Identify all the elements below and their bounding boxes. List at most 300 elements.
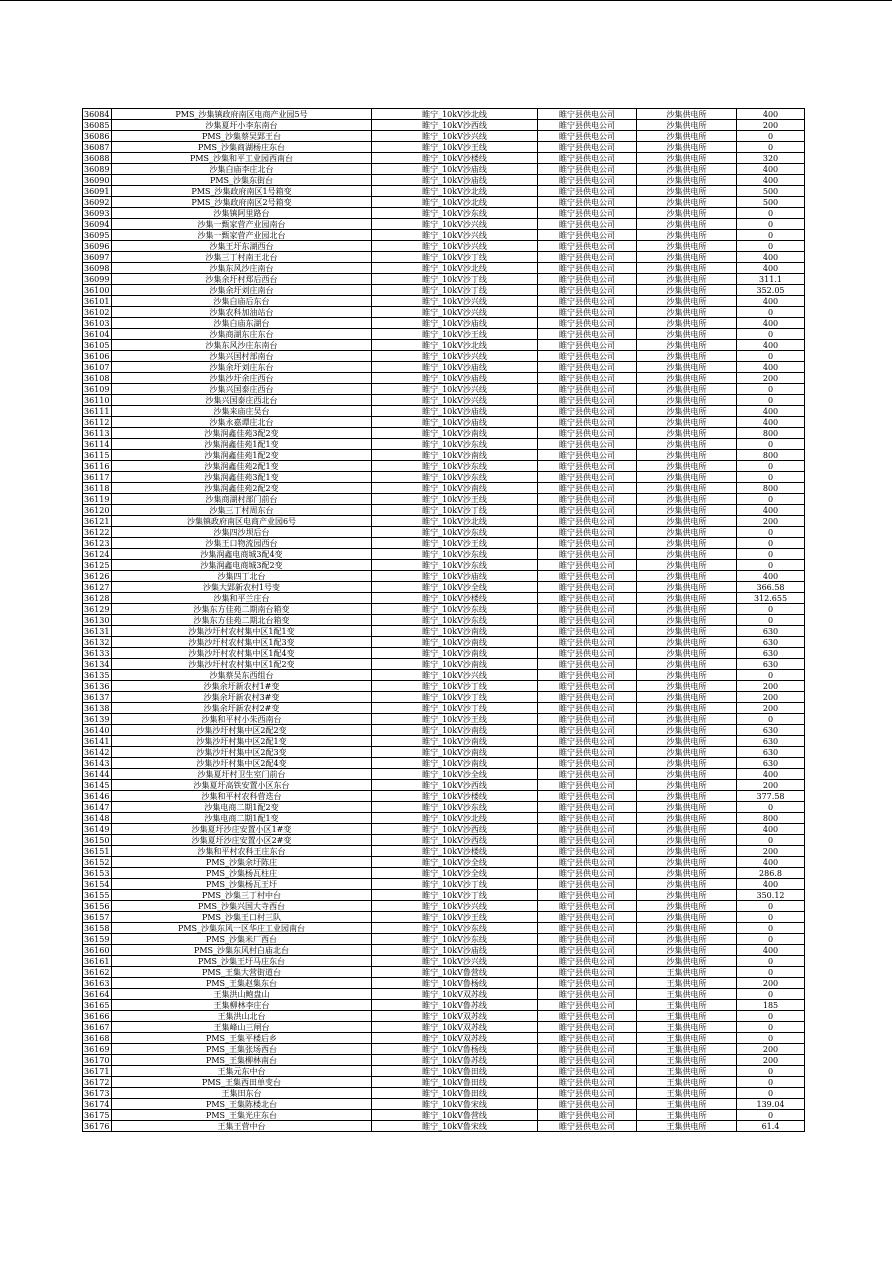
- capacity-cell: 400: [737, 252, 805, 263]
- station-name-cell: 沙集东风沙庄南台: [112, 263, 372, 274]
- station-office-cell: 沙集供电所: [637, 703, 737, 714]
- table-row: [83, 186, 805, 197]
- station-name-cell: PMS_王集张场西台: [112, 1044, 372, 1055]
- capacity-cell: 630: [737, 648, 805, 659]
- station-office-cell: 沙集供电所: [637, 538, 737, 549]
- station-name-cell: 沙集电商二期1配2变: [112, 802, 372, 813]
- station-office-cell: 王集供电所: [637, 1110, 737, 1121]
- station-name-cell: 沙集四沙坝后台: [112, 527, 372, 538]
- table-row: [83, 560, 805, 571]
- station-office-cell: 王集供电所: [637, 1088, 737, 1099]
- company-cell: 睢宁县供电公司: [538, 648, 637, 659]
- line-name-cell: 睢宁_10kV沙兴线: [372, 219, 538, 230]
- line-name-cell: 睢宁_10kV沙东线: [372, 208, 538, 219]
- capacity-cell: 0: [737, 1022, 805, 1033]
- table-row: [83, 703, 805, 714]
- station-office-cell: 沙集供电所: [637, 164, 737, 175]
- row-id-cell: 36162: [83, 967, 112, 978]
- capacity-cell: 500: [737, 197, 805, 208]
- row-id-cell: 36091: [83, 186, 112, 197]
- capacity-cell: 0: [737, 615, 805, 626]
- station-office-cell: 沙集供电所: [637, 593, 737, 604]
- line-name-cell: 睢宁_10kV沙东线: [372, 439, 538, 450]
- company-cell: 睢宁县供电公司: [538, 758, 637, 769]
- company-cell: 睢宁县供电公司: [538, 780, 637, 791]
- line-name-cell: 睢宁_10kV沙兴线: [372, 901, 538, 912]
- line-name-cell: 睢宁_10kV沙兴线: [372, 296, 538, 307]
- row-id-cell: 36095: [83, 230, 112, 241]
- company-cell: 睢宁县供电公司: [538, 857, 637, 868]
- station-office-cell: 沙集供电所: [637, 626, 737, 637]
- capacity-cell: 0: [737, 527, 805, 538]
- station-name-cell: PMS_沙集杨瓦王圩: [112, 879, 372, 890]
- station-office-cell: 沙集供电所: [637, 747, 737, 758]
- station-name-cell: 沙集润鑫电商城3配4变: [112, 549, 372, 560]
- row-id-cell: 36167: [83, 1022, 112, 1033]
- capacity-cell: 0: [737, 549, 805, 560]
- row-id-cell: 36176: [83, 1121, 112, 1132]
- line-name-cell: 睢宁_10kV沙王线: [372, 714, 538, 725]
- capacity-cell: 0: [737, 329, 805, 340]
- line-name-cell: 睢宁_10kV沙南线: [372, 736, 538, 747]
- capacity-cell: 630: [737, 758, 805, 769]
- line-name-cell: 睢宁_10kV沙丁线: [372, 274, 538, 285]
- station-name-cell: 沙集东方佳苑二期北台箱变: [112, 615, 372, 626]
- capacity-cell: 0: [737, 989, 805, 1000]
- table-row: [83, 923, 805, 934]
- station-name-cell: 王集柳林李庄台: [112, 1000, 372, 1011]
- station-office-cell: 沙集供电所: [637, 252, 737, 263]
- line-name-cell: 睢宁_10kV沙南线: [372, 725, 538, 736]
- capacity-cell: 400: [737, 505, 805, 516]
- company-cell: 睢宁县供电公司: [538, 978, 637, 989]
- capacity-cell: 800: [737, 483, 805, 494]
- station-name-cell: 沙集兴国泰庄西台: [112, 384, 372, 395]
- line-name-cell: 睢宁_10kV沙庙线: [372, 362, 538, 373]
- station-name-cell: 沙集夏圩沙庄安置小区1#变: [112, 824, 372, 835]
- station-office-cell: 沙集供电所: [637, 934, 737, 945]
- station-name-cell: 沙集兴国泰庄西北台: [112, 395, 372, 406]
- line-name-cell: 睢宁_10kV鲁杨线: [372, 978, 538, 989]
- line-name-cell: 睢宁_10kV沙西线: [372, 780, 538, 791]
- capacity-cell: 800: [737, 428, 805, 439]
- row-id-cell: 36158: [83, 923, 112, 934]
- table-row: [83, 120, 805, 131]
- line-name-cell: 睢宁_10kV沙北线: [372, 109, 538, 120]
- capacity-cell: 0: [737, 956, 805, 967]
- company-cell: 睢宁县供电公司: [538, 538, 637, 549]
- station-name-cell: 沙集沙圩村集中区2配4变: [112, 758, 372, 769]
- table-row: [83, 219, 805, 230]
- row-id-cell: 36148: [83, 813, 112, 824]
- capacity-cell: 200: [737, 703, 805, 714]
- capacity-cell: 800: [737, 450, 805, 461]
- station-office-cell: 沙集供电所: [637, 736, 737, 747]
- table-row: [83, 593, 805, 604]
- capacity-cell: 61.4: [737, 1121, 805, 1132]
- line-name-cell: 睢宁_10kV沙丁线: [372, 252, 538, 263]
- capacity-cell: 200: [737, 978, 805, 989]
- line-name-cell: 睢宁_10kV沙东线: [372, 549, 538, 560]
- table-row: [83, 615, 805, 626]
- station-name-cell: 沙集夏圩高铁安置小区东台: [112, 780, 372, 791]
- station-office-cell: 沙集供电所: [637, 373, 737, 384]
- station-name-cell: 王集峰山三闸台: [112, 1022, 372, 1033]
- station-name-cell: 沙集东方佳苑二期南台箱变: [112, 604, 372, 615]
- company-cell: 睢宁县供电公司: [538, 1121, 637, 1132]
- company-cell: 睢宁县供电公司: [538, 516, 637, 527]
- row-id-cell: 36144: [83, 769, 112, 780]
- row-id-cell: 36168: [83, 1033, 112, 1044]
- station-name-cell: 王集洪山鲍盘山: [112, 989, 372, 1000]
- station-name-cell: 沙集一甄家营产业园南台: [112, 219, 372, 230]
- company-cell: 睢宁县供电公司: [538, 956, 637, 967]
- station-name-cell: 沙集沙圩村集中区2配3变: [112, 747, 372, 758]
- table-row: [83, 274, 805, 285]
- company-cell: 睢宁县供电公司: [538, 230, 637, 241]
- company-cell: 睢宁县供电公司: [538, 164, 637, 175]
- row-id-cell: 36088: [83, 153, 112, 164]
- station-name-cell: 沙集余圩村郑后西台: [112, 274, 372, 285]
- table-row: [83, 813, 805, 824]
- station-office-cell: 沙集供电所: [637, 890, 737, 901]
- table-row: [83, 208, 805, 219]
- station-office-cell: 沙集供电所: [637, 307, 737, 318]
- station-office-cell: 沙集供电所: [637, 824, 737, 835]
- station-office-cell: 沙集供电所: [637, 945, 737, 956]
- capacity-cell: 0: [737, 560, 805, 571]
- row-id-cell: 36094: [83, 219, 112, 230]
- capacity-cell: 0: [737, 142, 805, 153]
- row-id-cell: 36174: [83, 1099, 112, 1110]
- line-name-cell: 睢宁_10kV鲁田线: [372, 1066, 538, 1077]
- station-office-cell: 沙集供电所: [637, 296, 737, 307]
- station-name-cell: PMS_沙集兴国大寺西台: [112, 901, 372, 912]
- company-cell: 睢宁县供电公司: [538, 967, 637, 978]
- line-name-cell: 睢宁_10kV沙东线: [372, 604, 538, 615]
- table-row: [83, 659, 805, 670]
- capacity-cell: 377.58: [737, 791, 805, 802]
- company-cell: 睢宁县供电公司: [538, 813, 637, 824]
- station-name-cell: PMS_沙集三丁村中台: [112, 890, 372, 901]
- station-office-cell: 沙集供电所: [637, 659, 737, 670]
- table-row: [83, 714, 805, 725]
- line-name-cell: 睢宁_10kV沙王线: [372, 912, 538, 923]
- row-id-cell: 36115: [83, 450, 112, 461]
- capacity-cell: 200: [737, 373, 805, 384]
- company-cell: 睢宁县供电公司: [538, 483, 637, 494]
- company-cell: 睢宁县供电公司: [538, 615, 637, 626]
- table-row: [83, 747, 805, 758]
- station-office-cell: 王集供电所: [637, 978, 737, 989]
- company-cell: 睢宁县供电公司: [538, 549, 637, 560]
- capacity-cell: 0: [737, 395, 805, 406]
- table-row: [83, 362, 805, 373]
- station-office-cell: 沙集供电所: [637, 428, 737, 439]
- table-row: [83, 505, 805, 516]
- capacity-cell: 0: [737, 714, 805, 725]
- row-id-cell: 36156: [83, 901, 112, 912]
- station-office-cell: 王集供电所: [637, 1000, 737, 1011]
- row-id-cell: 36107: [83, 362, 112, 373]
- station-name-cell: PMS_沙集镇政府南区电商产业园5号: [112, 109, 372, 120]
- capacity-cell: 400: [737, 318, 805, 329]
- line-name-cell: 睢宁_10kV沙庙线: [372, 945, 538, 956]
- capacity-cell: 311.1: [737, 274, 805, 285]
- capacity-cell: 0: [737, 835, 805, 846]
- company-cell: 睢宁县供电公司: [538, 527, 637, 538]
- table-row: [83, 175, 805, 186]
- table-row: [83, 329, 805, 340]
- row-id-cell: 36112: [83, 417, 112, 428]
- line-name-cell: 睢宁_10kV双苏线: [372, 1011, 538, 1022]
- capacity-cell: 200: [737, 1044, 805, 1055]
- company-cell: 睢宁县供电公司: [538, 1000, 637, 1011]
- capacity-cell: 0: [737, 131, 805, 142]
- station-name-cell: 王集田东台: [112, 1088, 372, 1099]
- row-id-cell: 36098: [83, 263, 112, 274]
- table-row: [83, 439, 805, 450]
- row-id-cell: 36129: [83, 604, 112, 615]
- table-body: [83, 109, 805, 1132]
- row-id-cell: 36163: [83, 978, 112, 989]
- station-name-cell: 沙集沙圩村农村集中区1配4变: [112, 648, 372, 659]
- company-cell: 睢宁县供电公司: [538, 362, 637, 373]
- line-name-cell: 睢宁_10kV沙东线: [372, 923, 538, 934]
- table-row: [83, 384, 805, 395]
- station-name-cell: PMS_沙集蔡吴郢王台: [112, 131, 372, 142]
- table-row: [83, 538, 805, 549]
- row-id-cell: 36140: [83, 725, 112, 736]
- company-cell: 睢宁县供电公司: [538, 846, 637, 857]
- row-id-cell: 36125: [83, 560, 112, 571]
- row-id-cell: 36126: [83, 571, 112, 582]
- line-name-cell: 睢宁_10kV沙东线: [372, 461, 538, 472]
- company-cell: 睢宁县供电公司: [538, 175, 637, 186]
- station-name-cell: 沙集沙圩村集中区2配1变: [112, 736, 372, 747]
- station-name-cell: 沙集商湖东庄东台: [112, 329, 372, 340]
- station-office-cell: 沙集供电所: [637, 835, 737, 846]
- capacity-cell: 400: [737, 263, 805, 274]
- line-name-cell: 睢宁_10kV沙丁线: [372, 890, 538, 901]
- row-id-cell: 36099: [83, 274, 112, 285]
- station-office-cell: 沙集供电所: [637, 758, 737, 769]
- line-name-cell: 睢宁_10kV沙东线: [372, 615, 538, 626]
- station-name-cell: PMS_沙集东风一区华庄工业园南台: [112, 923, 372, 934]
- row-id-cell: 36085: [83, 120, 112, 131]
- company-cell: 睢宁县供电公司: [538, 109, 637, 120]
- station-office-cell: 沙集供电所: [637, 725, 737, 736]
- line-name-cell: 睢宁_10kV沙南线: [372, 637, 538, 648]
- station-office-cell: 王集供电所: [637, 989, 737, 1000]
- company-cell: 睢宁县供电公司: [538, 1088, 637, 1099]
- station-office-cell: 王集供电所: [637, 1022, 737, 1033]
- line-name-cell: 睢宁_10kV沙东线: [372, 527, 538, 538]
- company-cell: 睢宁县供电公司: [538, 197, 637, 208]
- row-id-cell: 36141: [83, 736, 112, 747]
- company-cell: 睢宁县供电公司: [538, 1099, 637, 1110]
- line-name-cell: 睢宁_10kV沙北线: [372, 186, 538, 197]
- line-name-cell: 睢宁_10kV沙丁线: [372, 692, 538, 703]
- capacity-cell: 0: [737, 934, 805, 945]
- station-name-cell: 沙集润鑫佳苑2配1变: [112, 461, 372, 472]
- company-cell: 睢宁县供电公司: [538, 340, 637, 351]
- row-id-cell: 36118: [83, 483, 112, 494]
- capacity-cell: 352.05: [737, 285, 805, 296]
- station-office-cell: 沙集供电所: [637, 351, 737, 362]
- row-id-cell: 36103: [83, 318, 112, 329]
- company-cell: 睢宁县供电公司: [538, 879, 637, 890]
- station-name-cell: 沙集润鑫佳苑1配2变: [112, 450, 372, 461]
- line-name-cell: 睢宁_10kV沙兴线: [372, 395, 538, 406]
- station-office-cell: 沙集供电所: [637, 483, 737, 494]
- station-name-cell: 沙集四丁北台: [112, 571, 372, 582]
- table-row: [83, 373, 805, 384]
- capacity-cell: 0: [737, 1033, 805, 1044]
- table-row: [83, 197, 805, 208]
- capacity-cell: 200: [737, 681, 805, 692]
- company-cell: 睢宁县供电公司: [538, 637, 637, 648]
- station-office-cell: 沙集供电所: [637, 527, 737, 538]
- row-id-cell: 36150: [83, 835, 112, 846]
- capacity-cell: 800: [737, 813, 805, 824]
- line-name-cell: 睢宁_10kV沙庙线: [372, 164, 538, 175]
- station-office-cell: 沙集供电所: [637, 791, 737, 802]
- line-name-cell: 睢宁_10kV沙全线: [372, 582, 538, 593]
- company-cell: 睢宁县供电公司: [538, 384, 637, 395]
- table-row: [83, 769, 805, 780]
- station-name-cell: 沙集来庙庄吴台: [112, 406, 372, 417]
- line-name-cell: 睢宁_10kV沙北线: [372, 813, 538, 824]
- station-name-cell: 沙集商湖村部门前台: [112, 494, 372, 505]
- company-cell: 睢宁县供电公司: [538, 703, 637, 714]
- line-name-cell: 睢宁_10kV沙丁线: [372, 505, 538, 516]
- company-cell: 睢宁县供电公司: [538, 494, 637, 505]
- table-row: [83, 1011, 805, 1022]
- station-office-cell: 王集供电所: [637, 967, 737, 978]
- row-id-cell: 36102: [83, 307, 112, 318]
- table-row: [83, 1022, 805, 1033]
- row-id-cell: 36165: [83, 1000, 112, 1011]
- line-name-cell: 睢宁_10kV沙南线: [372, 648, 538, 659]
- station-name-cell: PMS_王集西田单变台: [112, 1077, 372, 1088]
- table-row: [83, 681, 805, 692]
- row-id-cell: 36128: [83, 593, 112, 604]
- capacity-cell: 350.12: [737, 890, 805, 901]
- company-cell: 睢宁县供电公司: [538, 1011, 637, 1022]
- station-name-cell: PMS_王集赵集东台: [112, 978, 372, 989]
- capacity-cell: 0: [737, 241, 805, 252]
- station-office-cell: 沙集供电所: [637, 395, 737, 406]
- row-id-cell: 36135: [83, 670, 112, 681]
- row-id-cell: 36106: [83, 351, 112, 362]
- station-office-cell: 沙集供电所: [637, 549, 737, 560]
- table-row: [83, 351, 805, 362]
- station-office-cell: 沙集供电所: [637, 472, 737, 483]
- station-office-cell: 沙集供电所: [637, 582, 737, 593]
- capacity-cell: 0: [737, 384, 805, 395]
- station-name-cell: PMS_沙集东风村白庙北台: [112, 945, 372, 956]
- table-row: [83, 263, 805, 274]
- capacity-cell: 630: [737, 747, 805, 758]
- line-name-cell: 睢宁_10kV沙东线: [372, 472, 538, 483]
- line-name-cell: 睢宁_10kV沙庙线: [372, 373, 538, 384]
- table-row: [83, 296, 805, 307]
- station-name-cell: PMS_沙集米厂西台: [112, 934, 372, 945]
- station-name-cell: 沙集余圩新农村3#变: [112, 692, 372, 703]
- table-row: [83, 230, 805, 241]
- company-cell: 睢宁县供电公司: [538, 450, 637, 461]
- row-id-cell: 36169: [83, 1044, 112, 1055]
- station-office-cell: 沙集供电所: [637, 956, 737, 967]
- station-name-cell: 沙集三丁村南王北台: [112, 252, 372, 263]
- station-office-cell: 沙集供电所: [637, 186, 737, 197]
- line-name-cell: 睢宁_10kV沙楼线: [372, 846, 538, 857]
- line-name-cell: 睢宁_10kV沙庙线: [372, 406, 538, 417]
- company-cell: 睢宁县供电公司: [538, 285, 637, 296]
- line-name-cell: 睢宁_10kV沙庙线: [372, 417, 538, 428]
- table-row: [83, 934, 805, 945]
- company-cell: 睢宁县供电公司: [538, 461, 637, 472]
- station-name-cell: 沙集王圩东湖西台: [112, 241, 372, 252]
- line-name-cell: 睢宁_10kV沙兴线: [372, 351, 538, 362]
- row-id-cell: 36172: [83, 1077, 112, 1088]
- station-office-cell: 沙集供电所: [637, 912, 737, 923]
- table-row: [83, 945, 805, 956]
- company-cell: 睢宁县供电公司: [538, 835, 637, 846]
- capacity-cell: 0: [737, 494, 805, 505]
- station-name-cell: 沙集润鑫电商城3配2变: [112, 560, 372, 571]
- capacity-cell: 0: [737, 802, 805, 813]
- station-name-cell: 沙集大郢新农村1号变: [112, 582, 372, 593]
- row-id-cell: 36121: [83, 516, 112, 527]
- capacity-cell: 0: [737, 208, 805, 219]
- table-row: [83, 1110, 805, 1121]
- company-cell: 睢宁县供电公司: [538, 1022, 637, 1033]
- line-name-cell: 睢宁_10kV沙南线: [372, 483, 538, 494]
- capacity-cell: 400: [737, 109, 805, 120]
- capacity-cell: 400: [737, 362, 805, 373]
- capacity-cell: 400: [737, 164, 805, 175]
- row-id-cell: 36173: [83, 1088, 112, 1099]
- capacity-cell: 400: [737, 296, 805, 307]
- row-id-cell: 36127: [83, 582, 112, 593]
- station-office-cell: 沙集供电所: [637, 208, 737, 219]
- table-row: [83, 582, 805, 593]
- station-name-cell: 沙集王口物流园西台: [112, 538, 372, 549]
- station-name-cell: 沙集余圩刘庄东台: [112, 362, 372, 373]
- row-id-cell: 36143: [83, 758, 112, 769]
- table-row: [83, 164, 805, 175]
- station-name-cell: 沙集沙圩村集中区2配2变: [112, 725, 372, 736]
- line-name-cell: 睢宁_10kV沙兴线: [372, 670, 538, 681]
- table-row: [83, 571, 805, 582]
- company-cell: 睢宁县供电公司: [538, 296, 637, 307]
- table-row: [83, 901, 805, 912]
- table-row: [83, 780, 805, 791]
- company-cell: 睢宁县供电公司: [538, 329, 637, 340]
- company-cell: 睢宁县供电公司: [538, 890, 637, 901]
- line-name-cell: 睢宁_10kV沙楼线: [372, 791, 538, 802]
- table-row: [83, 626, 805, 637]
- table-row: [83, 879, 805, 890]
- table-row: [83, 1055, 805, 1066]
- capacity-cell: 0: [737, 1077, 805, 1088]
- company-cell: 睢宁县供电公司: [538, 131, 637, 142]
- capacity-cell: 630: [737, 725, 805, 736]
- line-name-cell: 睢宁_10kV沙丁线: [372, 681, 538, 692]
- line-name-cell: 睢宁_10kV鲁宋线: [372, 1121, 538, 1132]
